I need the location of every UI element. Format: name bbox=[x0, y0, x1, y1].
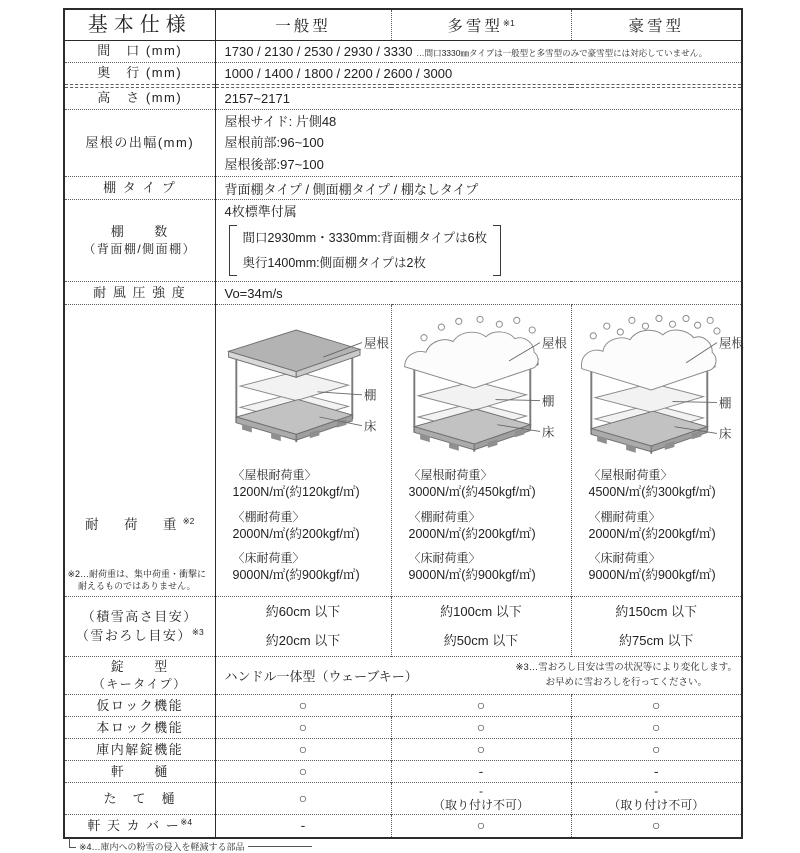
note-2: ※2…耐荷重は、集中荷重・衝撃に 耐えるものではありません。 bbox=[67, 568, 207, 591]
note-3: ※3…雪おろし目安は雪の状況等により変化します。 お早めに雪おろしを行ってください。 bbox=[515, 662, 737, 688]
heavy-snow-ref-mark: ※1 bbox=[502, 18, 515, 28]
snow-removal-guide-label: （雪おろし目安） bbox=[75, 627, 192, 643]
roof-load-value: 4500N/㎡(約300kgf/㎡) bbox=[588, 484, 716, 499]
spec-table bbox=[63, 8, 743, 839]
shelf-count-exception-1: 間口2930mm・3330mm:背面棚タイプは6枚 bbox=[242, 231, 488, 246]
row-eaves-gutter bbox=[64, 761, 742, 783]
roof-load-heading: 〈屋根耐荷重〉 bbox=[232, 468, 317, 483]
load-values-extreme-snow bbox=[572, 467, 742, 584]
shelf-count-label: 棚 数 bbox=[110, 224, 169, 240]
col-header-extreme-snow bbox=[571, 9, 742, 41]
floor-load-value: 9000N/㎡(約900kgf/㎡) bbox=[408, 568, 536, 583]
floor-load-heading: 〈床耐荷重〉 bbox=[408, 551, 481, 566]
depth-value-cell: 1000 / 1400 / 1800 / 2200 / 2600 / 3000 bbox=[215, 63, 742, 85]
roof-load-value: 3000N/㎡(約450kgf/㎡) bbox=[408, 484, 536, 499]
row-roof-overhang bbox=[64, 110, 742, 177]
inside-unlock-general: ○ bbox=[215, 739, 391, 761]
lock-type-value: ハンドル一体型（ウェーブキー） bbox=[224, 669, 418, 685]
table-title: 基本仕様 bbox=[64, 9, 215, 41]
shelf-load-heading: 〈棚耐荷重〉 bbox=[588, 509, 661, 524]
roof-overhang-front: 屋根前部:96~100 bbox=[224, 135, 324, 151]
shelf-count-standard: 4枚標準付属 bbox=[224, 204, 297, 220]
soffit-cover-general: - bbox=[215, 815, 391, 838]
row-label-main-lock: 本ロック機能 bbox=[64, 717, 215, 739]
snow-height-guide-label: （積雪高さ目安） bbox=[81, 609, 198, 625]
inside-unlock-heavy-snow: ○ bbox=[391, 739, 571, 761]
row-label-inside-unlock: 庫内解錠機能 bbox=[64, 739, 215, 761]
row-height bbox=[64, 88, 742, 110]
header-row bbox=[64, 9, 742, 41]
roof-load-heading: 〈屋根耐荷重〉 bbox=[588, 468, 673, 483]
shed-diagram-heavy-snow bbox=[395, 313, 567, 463]
height-value-cell: 2157~2171 bbox=[215, 88, 742, 110]
footnote-leader-line bbox=[248, 846, 312, 847]
row-width bbox=[64, 41, 742, 63]
floor-load-heading: 〈床耐荷重〉 bbox=[232, 551, 305, 566]
main-lock-extreme-snow: ○ bbox=[571, 717, 742, 739]
row-temp-lock bbox=[64, 695, 742, 717]
row-label-width: 間 口 (mm) bbox=[64, 41, 215, 63]
shelf-count-cell bbox=[215, 200, 742, 282]
downpipe-heavy-snow: - （取り付け不可） bbox=[391, 783, 571, 815]
floor-load-value: 9000N/㎡(約900kgf/㎡) bbox=[232, 568, 360, 583]
roof-load-value: 1200N/㎡(約120kgf/㎡) bbox=[232, 484, 360, 499]
floor-load-heading: 〈床耐荷重〉 bbox=[588, 551, 661, 566]
diagram-label-roof: 屋根 bbox=[718, 336, 744, 351]
shelf-count-exception-2: 奥行1400mm:側面棚タイプは2枚 bbox=[242, 255, 426, 270]
row-lock-type bbox=[64, 657, 742, 695]
row-downpipe bbox=[64, 783, 742, 815]
key-type-label: （キータイプ） bbox=[92, 677, 187, 692]
snow-guide-heavy-snow: 約100cm 以下 約50cm 以下 bbox=[391, 597, 571, 657]
load-cell-extreme-snow bbox=[571, 305, 742, 597]
floor-load-value: 9000N/㎡(約900kgf/㎡) bbox=[588, 568, 716, 583]
footnote-4: ※4…庫内への粉雪の侵入を軽減する部品 bbox=[69, 840, 800, 853]
row-label-soffit-cover: 軒 天 カ バ ー$^{※4}$ bbox=[64, 815, 215, 838]
temp-lock-heavy-snow: ○ bbox=[391, 695, 571, 717]
shelf-count-sublabel: （背面棚/側面棚） bbox=[83, 242, 197, 257]
diagram-label-shelf: 棚 bbox=[363, 388, 377, 403]
lock-type-cell bbox=[215, 657, 742, 695]
col-header-heavy-snow bbox=[391, 9, 571, 41]
row-label-lock-type bbox=[64, 657, 215, 695]
width-value-cell bbox=[215, 41, 742, 63]
col-header-general bbox=[215, 9, 391, 41]
soffit-cover-ref-mark: ※4 bbox=[180, 816, 193, 827]
load-cell-general bbox=[215, 305, 391, 597]
roof-overhang-rear: 屋根後部:97~100 bbox=[224, 156, 324, 172]
lock-type-label: 錠 型 bbox=[110, 659, 169, 675]
temp-lock-general: ○ bbox=[215, 695, 391, 717]
load-cell-heavy-snow bbox=[391, 305, 571, 597]
footnote-connector bbox=[69, 838, 76, 848]
diagram-label-floor: 床 bbox=[363, 419, 377, 434]
wind-pressure-cell: Vo=34m/s bbox=[215, 282, 742, 305]
row-label-shelf-type: 棚 タ イ プ bbox=[64, 177, 215, 200]
row-label-downpipe: た て 樋 bbox=[64, 783, 215, 815]
roof-overhang-side: 屋根サイド: 片側48 bbox=[224, 114, 337, 129]
snow-guide-extreme-snow: 約150cm 以下 約75cm 以下 bbox=[571, 597, 742, 657]
row-label-roof-overhang: 屋根の出幅(mm) bbox=[64, 110, 215, 177]
shelf-load-value: 2000N/㎡(約200kgf/㎡) bbox=[232, 526, 360, 541]
width-note: …間口3330㎜タイプは一般型と多雪型のみで豪雪型には対応していません。 bbox=[416, 48, 708, 58]
diagram-label-shelf: 棚 bbox=[718, 396, 731, 411]
row-depth bbox=[64, 63, 742, 85]
row-label-shelf-count bbox=[64, 200, 215, 282]
diagram-label-roof: 屋根 bbox=[363, 336, 389, 351]
row-shelf-type bbox=[64, 177, 742, 200]
load-capacity-ref-mark: ※2 bbox=[182, 516, 195, 527]
row-soffit-cover bbox=[64, 815, 742, 838]
shelf-count-bracket bbox=[229, 223, 502, 278]
col-header-extreme-snow-label: 豪雪型 bbox=[628, 18, 684, 35]
width-values: 1730 / 2130 / 2530 / 2930 / 3330 bbox=[224, 44, 413, 59]
row-label-depth: 奥 行 (mm) bbox=[64, 63, 215, 85]
diagram-label-roof: 屋根 bbox=[541, 336, 567, 351]
shelf-load-value: 2000N/㎡(約200kgf/㎡) bbox=[408, 526, 536, 541]
snow-guide-general: 約60cm 以下 約20cm 以下 bbox=[215, 597, 391, 657]
row-label-wind-pressure: 耐 風 圧 強 度 bbox=[64, 282, 215, 305]
roof-overhang-cell bbox=[215, 110, 742, 177]
diagram-label-shelf: 棚 bbox=[541, 394, 555, 409]
downpipe-general: ○ bbox=[215, 783, 391, 815]
inside-unlock-extreme-snow: ○ bbox=[571, 739, 742, 761]
row-label-eaves-gutter: 軒 樋 bbox=[64, 761, 215, 783]
diagram-label-floor: 床 bbox=[541, 425, 555, 440]
temp-lock-extreme-snow: ○ bbox=[571, 695, 742, 717]
row-wind-pressure bbox=[64, 282, 742, 305]
shed-diagram-general bbox=[217, 313, 389, 463]
col-header-general-label: 一般型 bbox=[275, 18, 331, 35]
soffit-cover-extreme-snow: ○ bbox=[571, 815, 742, 838]
shelf-type-cell: 背面棚タイプ / 側面棚タイプ / 棚なしタイプ bbox=[215, 177, 742, 200]
soffit-cover-heavy-snow: ○ bbox=[391, 815, 571, 838]
row-load-capacity bbox=[64, 305, 742, 597]
row-label-temp-lock: 仮ロック機能 bbox=[64, 695, 215, 717]
row-shelf-count bbox=[64, 200, 742, 282]
row-main-lock bbox=[64, 717, 742, 739]
eaves-gutter-extreme-snow: - bbox=[571, 761, 742, 783]
load-values-general bbox=[216, 467, 391, 584]
diagram-label-floor: 床 bbox=[718, 427, 731, 442]
shelf-load-heading: 〈棚耐荷重〉 bbox=[408, 509, 481, 524]
row-label-snow-guide bbox=[64, 597, 215, 657]
row-inside-unlock bbox=[64, 739, 742, 761]
load-capacity-label: 耐 荷 重 bbox=[85, 517, 183, 533]
shed-diagram-extreme-snow bbox=[572, 313, 744, 463]
load-values-heavy-snow bbox=[392, 467, 571, 584]
col-header-heavy-snow-label: 多雪型 bbox=[447, 18, 503, 35]
downpipe-extreme-snow: - （取り付け不可） bbox=[571, 783, 742, 815]
snow-guide-ref-mark: ※3 bbox=[191, 626, 204, 637]
main-lock-heavy-snow: ○ bbox=[391, 717, 571, 739]
eaves-gutter-heavy-snow: - bbox=[391, 761, 571, 783]
row-label-load-capacity bbox=[64, 305, 215, 597]
eaves-gutter-general: ○ bbox=[215, 761, 391, 783]
row-label-height: 高 さ (mm) bbox=[64, 88, 215, 110]
shelf-load-value: 2000N/㎡(約200kgf/㎡) bbox=[588, 526, 716, 541]
roof-load-heading: 〈屋根耐荷重〉 bbox=[408, 468, 493, 483]
row-snow-guide bbox=[64, 597, 742, 657]
shelf-load-heading: 〈棚耐荷重〉 bbox=[232, 509, 305, 524]
main-lock-general: ○ bbox=[215, 717, 391, 739]
